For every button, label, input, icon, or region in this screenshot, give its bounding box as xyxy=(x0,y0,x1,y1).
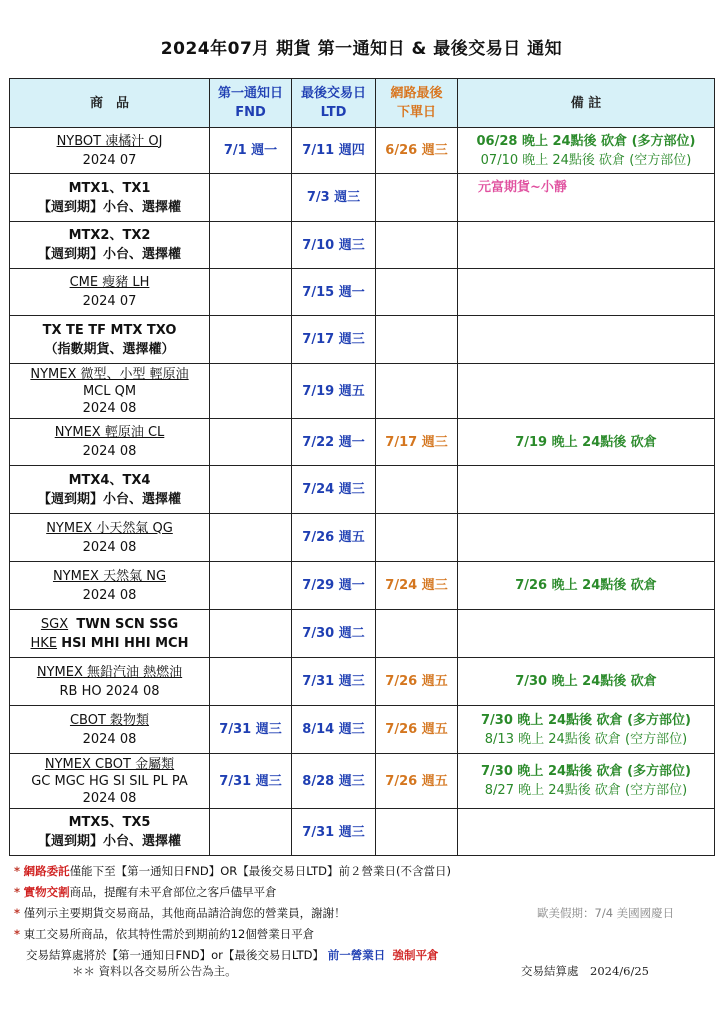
fnd-cell xyxy=(210,174,292,222)
ltd-cell: 7/26 週五 xyxy=(292,514,376,562)
ltd-cell: 7/19 週五 xyxy=(292,364,376,419)
web-cell: 7/26 週五 xyxy=(376,658,458,706)
fnd-cell: 7/1 週一 xyxy=(210,128,292,174)
product-name: NYMEX 無鉛汽油 熱燃油 xyxy=(36,664,183,680)
web-cell: 7/26 週五 xyxy=(376,754,458,809)
remark-line1: 06/28 晚上 24點後 砍倉 (多方部位) xyxy=(476,133,696,149)
header-fnd-line1: 第一通知日 xyxy=(217,86,283,101)
header-ltd-line2: LTD xyxy=(320,105,347,120)
note-1 xyxy=(14,862,714,883)
product-month: 2024 08 xyxy=(82,539,137,555)
web-cell xyxy=(376,222,458,269)
product-cell xyxy=(10,269,210,316)
fnd-cell xyxy=(210,610,292,658)
product-cell xyxy=(10,610,210,658)
product-cell xyxy=(10,809,210,856)
product-cell xyxy=(10,364,210,419)
note-2 xyxy=(14,883,714,904)
header-ltd-line1: 最後交易日 xyxy=(300,86,366,101)
product-month: 2024 08 xyxy=(82,400,137,416)
product-month: 【週到期】小台、選擇權 xyxy=(37,199,181,215)
web-cell xyxy=(376,610,458,658)
ltd-cell: 7/15 週一 xyxy=(292,269,376,316)
product-name: MTX1、TX1 xyxy=(68,180,151,196)
exchange-sgx: SGX xyxy=(40,616,69,632)
remark-cell xyxy=(458,222,715,269)
fnd-cell xyxy=(210,222,292,269)
product-name: CME 瘦豬 LH xyxy=(69,275,150,290)
product-cell xyxy=(10,222,210,269)
ltd-cell: 8/14 週三 xyxy=(292,706,376,754)
product-cell xyxy=(10,128,210,174)
remark-line2: 07/10 晚上 24點後 砍倉 (空方部位) xyxy=(480,152,692,168)
table-row xyxy=(10,419,715,466)
web-cell: 7/26 週五 xyxy=(376,706,458,754)
ltd-cell: 7/30 週二 xyxy=(292,610,376,658)
ltd-cell: 7/10 週三 xyxy=(292,222,376,269)
table-row xyxy=(10,316,715,364)
web-cell xyxy=(376,174,458,222)
header-product-label: 商 品 xyxy=(89,95,129,111)
product-month: 【週到期】小台、選擇權 xyxy=(37,834,181,849)
product-cell xyxy=(10,562,210,610)
fnd-cell xyxy=(210,658,292,706)
table-row xyxy=(10,809,715,856)
ltd-cell: 7/24 週三 xyxy=(292,466,376,514)
web-cell xyxy=(376,514,458,562)
table-row xyxy=(10,174,715,222)
product-code: MCL QM xyxy=(82,383,137,399)
remark-line2: 8/27 晚上 24點後 砍倉 (空方部位) xyxy=(484,783,688,798)
product-cell xyxy=(10,419,210,466)
ltd-cell: 7/3 週三 xyxy=(292,174,376,222)
product-month: 2024 08 xyxy=(82,587,137,603)
product-month: 【週到期】小台、選擇權 xyxy=(37,247,181,262)
web-cell: 7/24 週三 xyxy=(376,562,458,610)
web-cell xyxy=(376,269,458,316)
product-cell xyxy=(10,754,210,809)
table-row xyxy=(10,364,715,419)
note-1-highlight: 網路委託 xyxy=(23,864,70,878)
fnd-cell: 7/31 週三 xyxy=(210,706,292,754)
table-row xyxy=(10,754,715,809)
note-2-highlight: 實物交割 xyxy=(23,885,70,899)
remark-line2: 8/13 晚上 24點後 砍倉 (空方部位) xyxy=(484,731,688,747)
remark-cell: 7/19 晚上 24點後 砍倉 xyxy=(458,419,715,466)
fnd-cell xyxy=(210,269,292,316)
holiday-note: 歐美假期：7/4 美國國慶日 xyxy=(537,906,675,920)
product-month: RB HO 2024 08 xyxy=(59,683,160,699)
fnd-cell xyxy=(210,466,292,514)
ltd-cell: 8/28 週三 xyxy=(292,754,376,809)
product-code: GC MGC HG SI SIL PL PA xyxy=(31,773,188,789)
remark-cell xyxy=(458,809,715,856)
fnd-cell xyxy=(210,364,292,419)
sgx-codes: TWN SCN SSG xyxy=(76,616,179,632)
remark-cell: 7/30 晚上 24點後 砍倉 xyxy=(458,658,715,706)
header-fnd-line2: FND xyxy=(235,105,266,120)
bullet-star: * xyxy=(14,927,21,941)
exchange-hke: HKE xyxy=(30,635,58,651)
remark-cell xyxy=(458,466,715,514)
note-5-highlight: 前一營業日 xyxy=(327,948,386,962)
header-fnd xyxy=(210,79,292,128)
header-web-line2: 下單日 xyxy=(396,105,436,120)
web-cell: 7/17 週三 xyxy=(376,419,458,466)
ltd-cell: 7/31 週三 xyxy=(292,809,376,856)
fnd-cell xyxy=(210,809,292,856)
ltd-cell: 7/31 週三 xyxy=(292,658,376,706)
table-row xyxy=(10,128,715,174)
table-row xyxy=(10,610,715,658)
remark-cell xyxy=(458,514,715,562)
footer-issuer-date: 交易結算處 2024/6/25 xyxy=(521,964,649,978)
fnd-cell xyxy=(210,562,292,610)
bullet-star: * xyxy=(14,906,21,920)
table-row xyxy=(10,466,715,514)
ltd-cell: 7/11 週四 xyxy=(292,128,376,174)
remark-cell xyxy=(458,754,715,809)
remark-cell xyxy=(458,128,715,174)
header-ltd xyxy=(292,79,376,128)
ltd-cell: 7/29 週一 xyxy=(292,562,376,610)
product-cell xyxy=(10,514,210,562)
table-row xyxy=(10,706,715,754)
product-cell xyxy=(10,174,210,222)
table-row xyxy=(10,562,715,610)
product-name: MTX2、TX2 xyxy=(68,228,151,243)
header-product xyxy=(10,79,210,128)
web-cell xyxy=(376,466,458,514)
product-name: MTX5、TX5 xyxy=(68,815,151,830)
table-row xyxy=(10,514,715,562)
header-remark-label: 備 註 xyxy=(570,95,602,111)
note-3-text: 僅列示主要期貨交易商品，其他商品請洽詢您的營業員，謝謝！ xyxy=(23,906,346,920)
product-cell xyxy=(10,706,210,754)
product-month: 2024 08 xyxy=(82,790,137,806)
header-row xyxy=(10,79,715,128)
product-cell xyxy=(10,316,210,364)
web-cell xyxy=(376,364,458,419)
remark-line1: 7/30 晚上 24點後 砍倉 (多方部位) xyxy=(481,764,691,779)
fnd-cell xyxy=(210,316,292,364)
note-4 xyxy=(14,925,714,946)
product-month: 2024 08 xyxy=(82,731,137,747)
remark-cell xyxy=(458,269,715,316)
product-month: 【週到期】小台、選擇權 xyxy=(37,491,181,507)
hke-codes: HSI MHI HHI MCH xyxy=(61,635,189,651)
remark-cell xyxy=(458,610,715,658)
note-1-text: 僅能下至【第一通知日FND】OR【最後交易日LTD】前２營業日(不含當日) xyxy=(69,864,451,878)
table-row xyxy=(10,269,715,316)
remark-cell xyxy=(458,316,715,364)
product-month: 2024 07 xyxy=(82,294,137,309)
schedule-table xyxy=(9,78,715,856)
product-month: （指數期貨、選擇權） xyxy=(44,341,175,357)
product-month: 2024 08 xyxy=(82,444,137,459)
product-name: CBOT 穀物類 xyxy=(69,712,150,728)
author-signature: 元富期貨~小靜 xyxy=(478,180,567,195)
remark-cell: 7/26 晚上 24點後 砍倉 xyxy=(458,562,715,610)
product-name: NYMEX 天然氣 NG xyxy=(52,568,167,584)
page-title: 2024年07月 期貨 第一通知日 & 最後交易日 通知 xyxy=(160,39,563,59)
note-4-text: 東工交易所商品，依其特性需於到期前約12個營業日平倉 xyxy=(23,927,315,941)
header-web xyxy=(376,79,458,128)
table-row xyxy=(10,222,715,269)
ltd-cell: 7/22 週一 xyxy=(292,419,376,466)
web-cell xyxy=(376,316,458,364)
header-web-line1: 網路最後 xyxy=(390,86,443,101)
remark-cell xyxy=(458,706,715,754)
bullet-star: * xyxy=(14,864,21,878)
product-cell xyxy=(10,466,210,514)
web-cell xyxy=(376,809,458,856)
footer-disclaimer: ＊＊ 資料以各交易所公告為主。 xyxy=(72,964,237,978)
note-5-force: 強制平倉 xyxy=(392,948,439,962)
header-remark xyxy=(458,79,715,128)
product-name: NYMEX 微型、小型 輕原油 xyxy=(30,366,189,382)
remark-line1: 7/30 晚上 24點後 砍倉 (多方部位) xyxy=(481,712,691,728)
product-name: TX TE TF MTX TXO xyxy=(42,322,177,338)
product-name: MTX4、TX4 xyxy=(68,472,151,488)
product-name: NYBOT 凍橘汁 OJ xyxy=(56,133,163,149)
product-name: NYMEX 輕原油 CL xyxy=(54,425,165,440)
note-5-text: 交易結算處將於【第一通知日FND】or【最後交易日LTD】 xyxy=(26,948,325,962)
ltd-cell: 7/17 週三 xyxy=(292,316,376,364)
bullet-star: * xyxy=(14,885,21,899)
product-cell xyxy=(10,658,210,706)
fnd-cell xyxy=(210,514,292,562)
remark-cell xyxy=(458,364,715,419)
web-cell: 6/26 週三 xyxy=(376,128,458,174)
product-name: NYMEX 小天然氣 QG xyxy=(46,520,173,536)
fnd-cell: 7/31 週三 xyxy=(210,754,292,809)
remark-cell xyxy=(458,174,715,222)
product-month: 2024 07 xyxy=(82,152,137,168)
fnd-cell xyxy=(210,419,292,466)
note-2-text: 商品，提醒有未平倉部位之客戶儘早平倉 xyxy=(69,885,277,899)
product-name: NYMEX CBOT 金屬類 xyxy=(44,756,175,772)
table-row xyxy=(10,658,715,706)
